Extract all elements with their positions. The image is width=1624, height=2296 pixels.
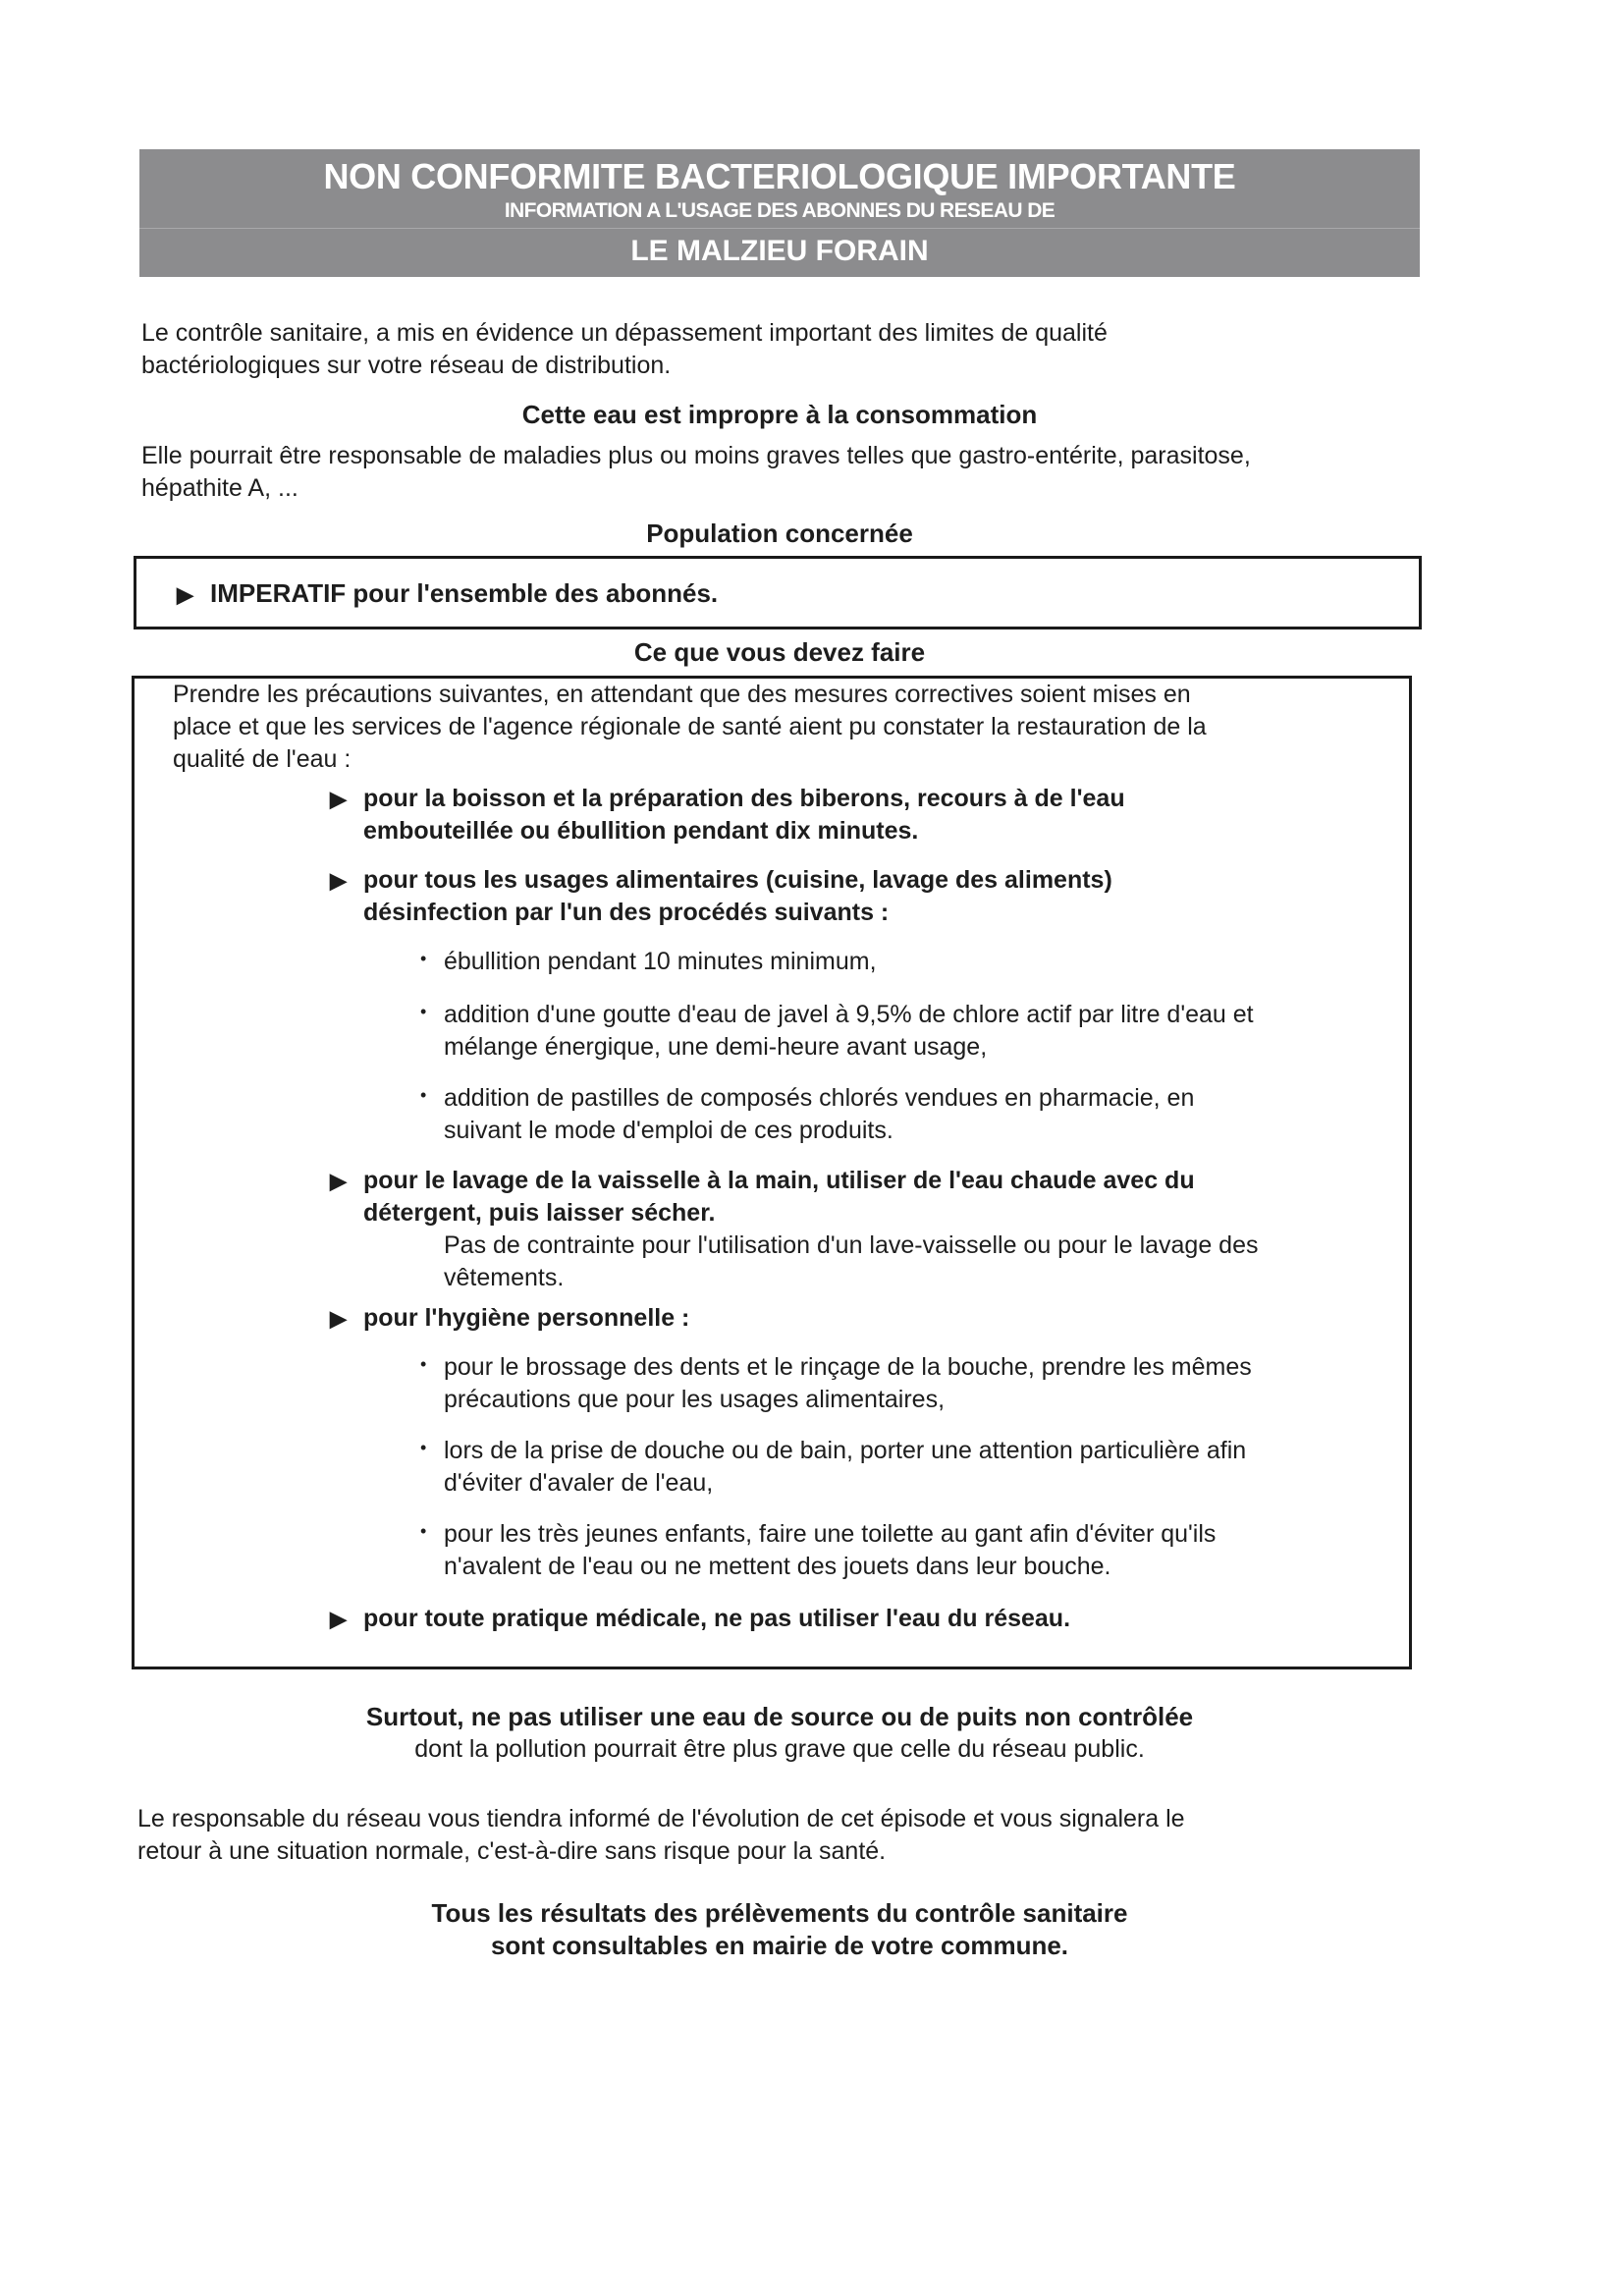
heading-impropre: Cette eau est impropre à la consommation bbox=[521, 400, 1038, 429]
population-rest: pour l'ensemble des abonnés. bbox=[352, 578, 719, 608]
followup-line-1: Le responsable du réseau vous tiendra informé de l'évolution de cet épisode et vous signalera le bbox=[137, 1805, 1185, 1832]
hygiene-teeth-line-1: pour le brossage des dents et le rinçage de la bouche, prendre les mêmes bbox=[444, 1353, 1252, 1381]
instruction-drinking-line-2: embouteillée ou ébullition pendant dix minutes. bbox=[363, 817, 919, 845]
dishes-note-line-1: Pas de contrainte pour l'utilisation d'un lave-vaisselle ou pour le lavage des bbox=[444, 1231, 1259, 1259]
todo-intro-line-1: Prendre les précautions suivantes, en attendant que des mesures correctives soient mises en bbox=[173, 681, 1191, 708]
instruction-drinking-line-1: pour la boisson et la préparation des biberons, recours à de l'eau bbox=[363, 785, 1125, 812]
food-method-javel-line-2: mélange énergique, une demi-heure avant usage, bbox=[444, 1033, 988, 1061]
population-imperatif: IMPERATIF bbox=[210, 578, 347, 608]
banner-network-name: LE MALZIEU FORAIN bbox=[630, 235, 929, 267]
hygiene-children-line-1: pour les très jeunes enfants, faire une toilette au gant afin d'éviter qu'ils bbox=[444, 1520, 1217, 1548]
banner-subtitle: INFORMATION A L'USAGE DES ABONNES DU RESEAU DE bbox=[504, 199, 1056, 222]
instruction-dishes-line-1: pour le lavage de la vaisselle à la main, utiliser de l'eau chaude avec du bbox=[363, 1167, 1195, 1194]
risk-line-2: hépathite A, ... bbox=[141, 474, 298, 502]
followup-line-2: retour à une situation normale, c'est-à-dire sans risque pour la santé. bbox=[137, 1837, 887, 1865]
hygiene-children-line-2: n'avalent de l'eau ou ne mettent des jouets dans leur bouche. bbox=[444, 1553, 1111, 1580]
closing-line-1: Tous les résultats des prélèvements du contrôle sanitaire bbox=[431, 1898, 1128, 1928]
warning-text: dont la pollution pourrait être plus grave que celle du réseau public. bbox=[414, 1735, 1145, 1763]
arrow-right-icon: ▶ bbox=[330, 1607, 347, 1631]
closing-line-2: sont consultables en mairie de votre commune. bbox=[490, 1931, 1069, 1960]
hygiene-teeth-line-2: précautions que pour les usages alimentaires, bbox=[444, 1386, 946, 1413]
instruction-dishes-line-2: détergent, puis laisser sécher. bbox=[363, 1199, 716, 1227]
bullet-icon: • bbox=[420, 1085, 427, 1105]
header-banner bbox=[139, 149, 1420, 277]
warning-bold: Surtout, ne pas utiliser une eau de source ou de puits non contrôlée bbox=[365, 1702, 1194, 1731]
intro-line-1: Le contrôle sanitaire, a mis en évidence un dépassement important des limites de qualité bbox=[141, 319, 1108, 347]
hygiene-shower-line-2: d'éviter d'avaler de l'eau, bbox=[444, 1469, 714, 1497]
instruction-food-line-2: désinfection par l'un des procédés suivants : bbox=[363, 899, 890, 926]
arrow-right-icon: ▶ bbox=[330, 868, 347, 893]
arrow-right-icon: ▶ bbox=[330, 787, 347, 811]
heading-todo: Ce que vous devez faire bbox=[633, 637, 926, 667]
bullet-icon: • bbox=[420, 1438, 427, 1457]
bullet-icon: • bbox=[420, 1354, 427, 1374]
heading-population: Population concernée bbox=[646, 519, 913, 548]
banner-title: NON CONFORMITE BACTERIOLOGIQUE IMPORTANTE bbox=[323, 156, 1236, 196]
food-method-tablets-line-2: suivant le mode d'emploi de ces produits. bbox=[444, 1117, 893, 1144]
instruction-hygiene bbox=[330, 1302, 689, 1335]
food-method-boiling: ébullition pendant 10 minutes minimum, bbox=[444, 948, 877, 975]
todo-intro-line-3: qualité de l'eau : bbox=[173, 745, 352, 773]
banner-divider bbox=[139, 228, 1420, 229]
bullet-icon: • bbox=[420, 949, 427, 968]
instruction-food bbox=[330, 864, 1112, 897]
instruction-hygiene-label: pour l'hygiène personnelle : bbox=[363, 1304, 690, 1332]
bullet-icon: • bbox=[420, 1002, 427, 1021]
risk-line-1: Elle pourrait être responsable de maladies plus ou moins graves telles que gastro-entérite, parasitose, bbox=[141, 442, 1251, 469]
instruction-medical-label: pour toute pratique médicale, ne pas utiliser l'eau du réseau. bbox=[363, 1605, 1071, 1632]
arrow-right-icon: ▶ bbox=[330, 1306, 347, 1331]
hygiene-shower-line-1: lors de la prise de douche ou de bain, porter une attention particulière afin bbox=[444, 1437, 1247, 1464]
instruction-drinking bbox=[330, 783, 1125, 815]
food-method-javel-line-1: addition d'une goutte d'eau de javel à 9,5% de chlore actif par litre d'eau et bbox=[444, 1001, 1254, 1028]
dishes-note-line-2: vêtements. bbox=[444, 1264, 565, 1291]
intro-line-2: bactériologiques sur votre réseau de distribution. bbox=[141, 352, 672, 379]
instruction-medical bbox=[330, 1603, 1070, 1635]
arrow-right-icon: ▶ bbox=[177, 582, 193, 607]
instruction-food-line-1: pour tous les usages alimentaires (cuisine, lavage des aliments) bbox=[363, 866, 1112, 894]
instruction-dishes bbox=[330, 1165, 1195, 1197]
arrow-right-icon: ▶ bbox=[330, 1169, 347, 1193]
food-method-tablets-line-1: addition de pastilles de composés chlorés vendues en pharmacie, en bbox=[444, 1084, 1195, 1112]
todo-intro-line-2: place et que les services de l'agence régionale de santé aient pu constater la restauration de la bbox=[173, 713, 1207, 740]
bullet-icon: • bbox=[420, 1521, 427, 1541]
population-statement bbox=[177, 577, 718, 611]
